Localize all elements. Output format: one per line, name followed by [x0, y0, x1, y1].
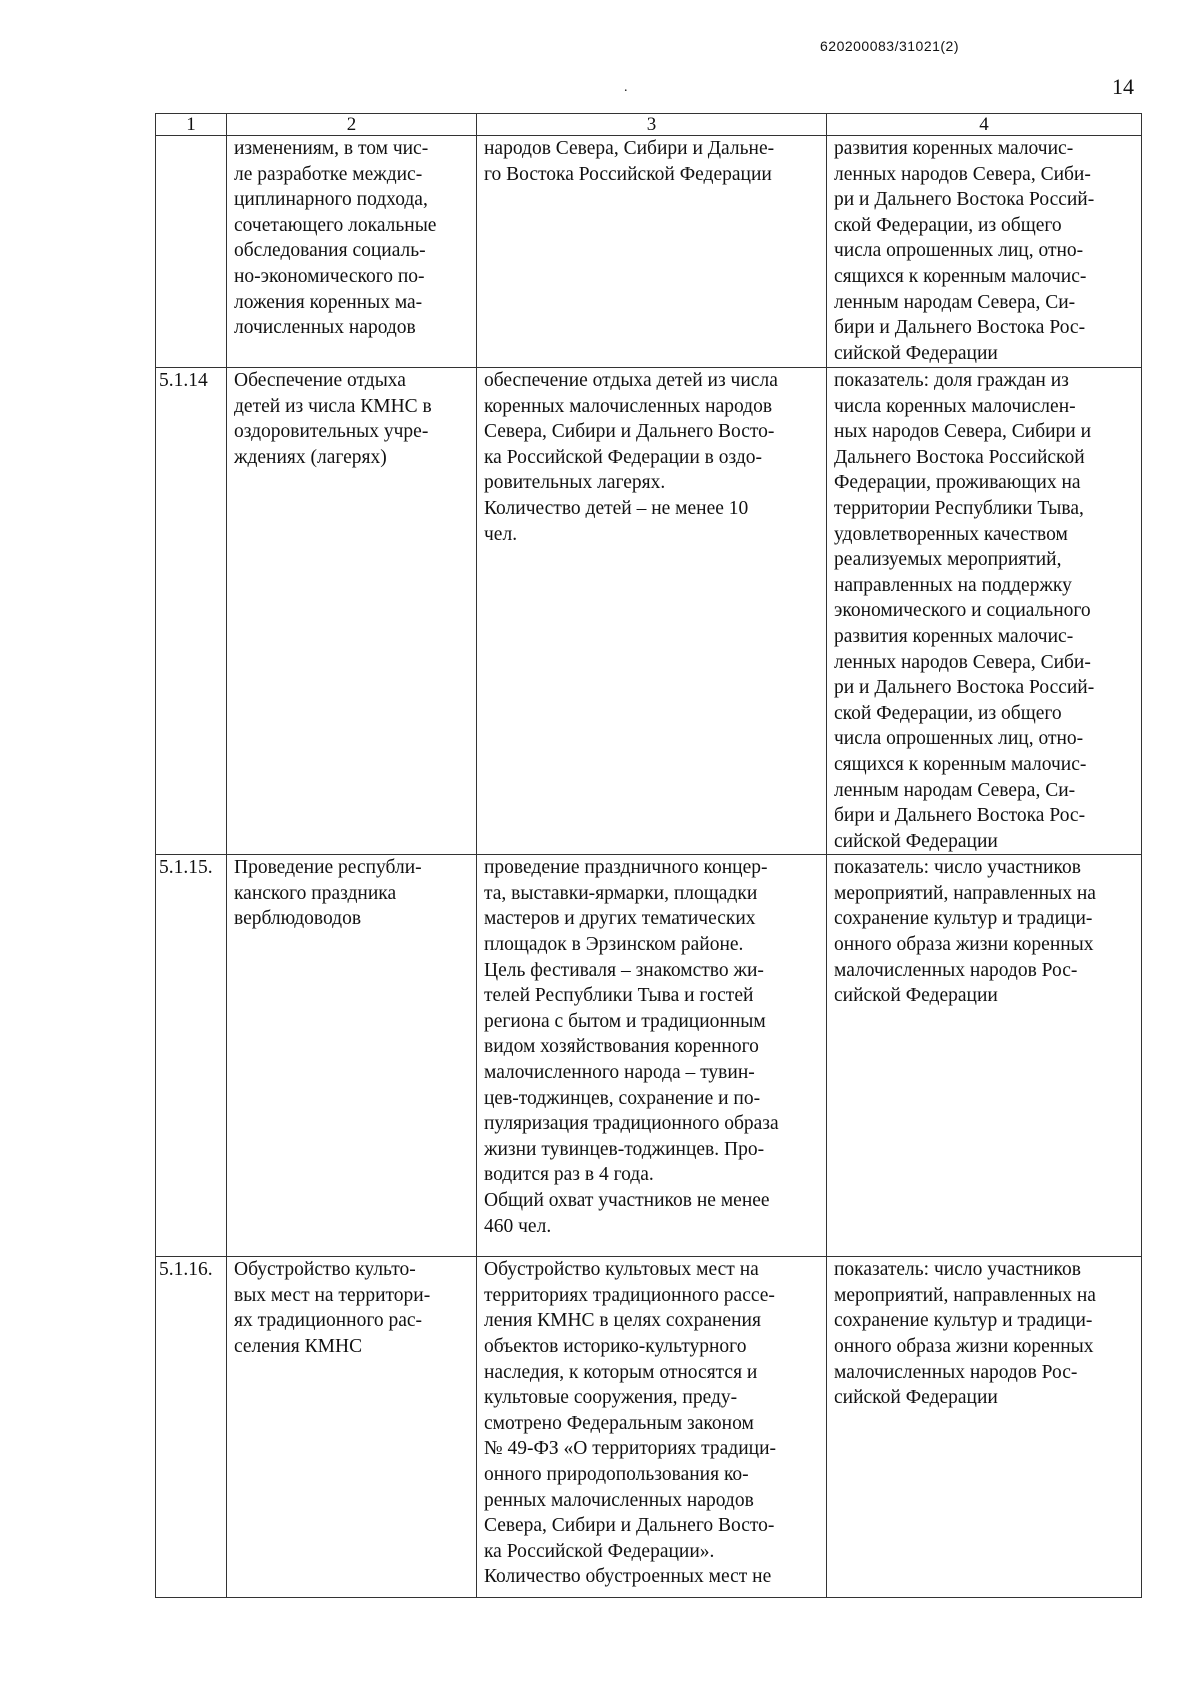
indicator-cell: показатель: число участников мероприятий, направленных на сохранение культур и традици- онного образа жизни коренных малочисленных народов Рос- сийской Федерации	[827, 1257, 1142, 1598]
measures-table	[155, 113, 1142, 1598]
description-cell: Обустройство культовых мест на территориях традиционного рассе- ления КМНС в целях сохранения объектов историко-культурного наследия, к которым относятся и культовые сооружения, преду- смотрено Федеральным законом № 49-ФЗ «О территориях традици- онного природопользования ко- ренных малочисленных народов Севера, Сибири и Дальнего Восто- ка Российской Федерации». Количество обустроенных мест не	[477, 1257, 827, 1598]
column-number-row	[156, 114, 1142, 136]
column-number-1: 1	[156, 114, 227, 136]
event-cell: Проведение республи- канского праздника верблюдоводов	[227, 855, 477, 1257]
page-number: 14	[1112, 74, 1134, 99]
table-row-5-1-16	[156, 1257, 1142, 1598]
table-row-continuation	[156, 136, 1142, 368]
indicator-cell: развития коренных малочис- ленных народов Севера, Сиби- ри и Дальнего Востока Россий- ской Федерации, из общего числа опрошенных лиц, отно- сящихся к коренным малочис- ленным народам Севера, Си- бири и Дальнего Востока Рос- сийской Федерации	[827, 136, 1142, 368]
document-code: 620200083/31021(2)	[820, 38, 960, 54]
column-number-4: 4	[827, 114, 1142, 136]
row-number: 5.1.16.	[156, 1257, 227, 1598]
event-cell: Обеспечение отдыха детей из числа КМНС в оздоровительных учре- ждениях (лагерях)	[227, 368, 477, 855]
description-cell: проведение праздничного концер- та, выставки-ярмарки, площадки мастеров и других тематических площадок в Эрзинском районе. Цель фестиваля – знакомство жи- телей Республики Тыва и гостей региона с бытом и традиционным видом хозяйствования коренного малочисленного народа – тувин- цев-тоджинцев, сохранение и по- пуляризация традиционного образа жизни тувинцев-тоджинцев. Про- водится раз в 4 года. Общий охват участников не менее 460 чел.	[477, 855, 827, 1257]
description-cell: обеспечение отдыха детей из числа коренных малочисленных народов Севера, Сибири и Дальнего Восто- ка Российской Федерации в оздо- ровительных лагерях. Количество детей – не менее 10 чел.	[477, 368, 827, 855]
column-number-3: 3	[477, 114, 827, 136]
stray-dot: .	[624, 80, 628, 95]
event-cell: Обустройство культо- вых мест на территори- ях традиционного рас- селения КМНС	[227, 1257, 477, 1598]
table-row-5-1-15	[156, 855, 1142, 1257]
table-row-5-1-14	[156, 368, 1142, 855]
row-number: 5.1.14	[156, 368, 227, 855]
column-number-2: 2	[227, 114, 477, 136]
event-cell: изменениям, в том чис- ле разработке междис- циплинарного подхода, сочетающего локальные обследования социаль- но-экономического по- ложения коренных ма- лочисленных народов	[227, 136, 477, 368]
indicator-cell: показатель: число участников мероприятий, направленных на сохранение культур и традици- онного образа жизни коренных малочисленных народов Рос- сийской Федерации	[827, 855, 1142, 1257]
indicator-cell: показатель: доля граждан из числа коренных малочислен- ных народов Севера, Сибири и Дальнего Востока Российской Федерации, проживающих на территории Республики Тыва, удовлетворенных качеством реализуемых мероприятий, направленных на поддержку экономического и социального развития коренных малочис- ленных народов Севера, Сиби- ри и Дальнего Востока Россий- ской Федерации, из общего числа опрошенных лиц, отно- сящихся к коренным малочис- ленным народам Севера, Си- бири и Дальнего Востока Рос- сийской Федерации	[827, 368, 1142, 855]
description-cell: народов Севера, Сибири и Дальне- го Востока Российской Федерации	[477, 136, 827, 368]
row-number: 5.1.15.	[156, 855, 227, 1257]
row-number	[156, 136, 227, 368]
